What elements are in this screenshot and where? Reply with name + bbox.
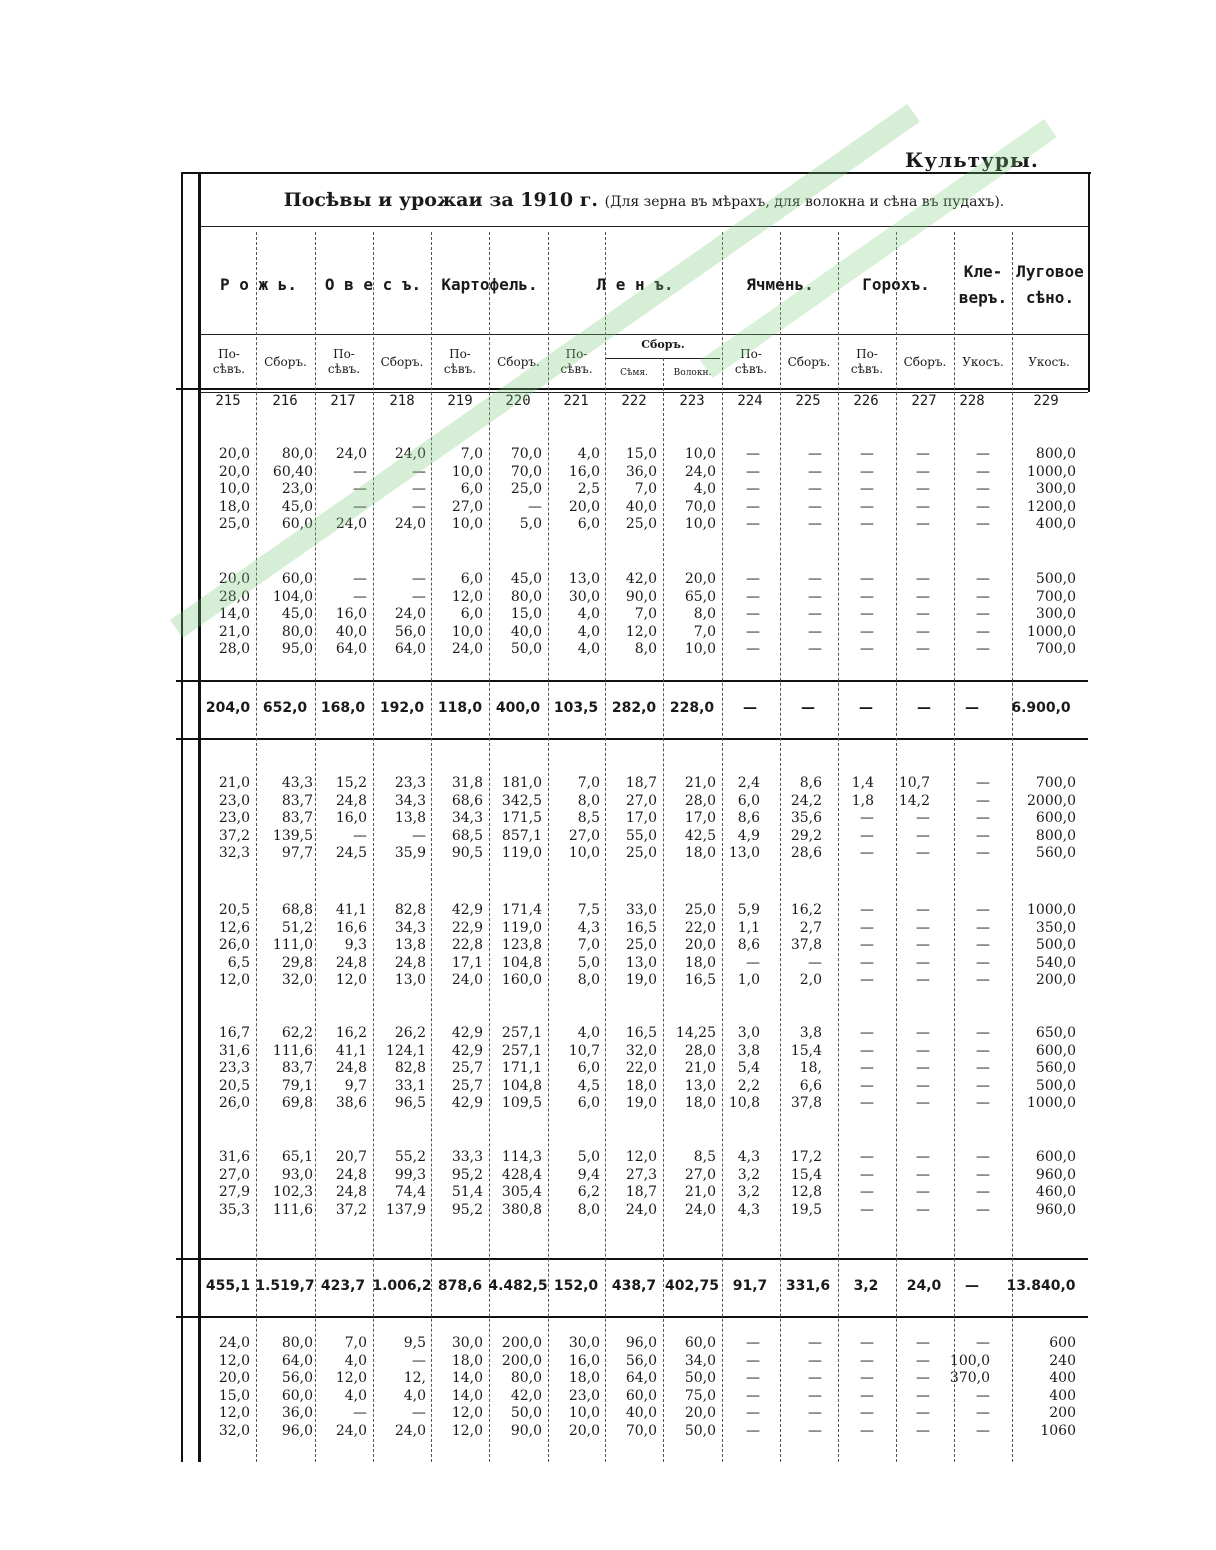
data-cell-column: 600,0 960,0 460,0 960,0	[1035, 1149, 1076, 1218]
data-cell-column: 30,0 16,0 18,0 23,0 10,0 20,0	[568, 1335, 600, 1439]
data-cell-column: 1000,0 350,0 500,0 540,0 200,0	[1027, 902, 1076, 989]
crop-header: Л е н ъ.	[596, 275, 674, 294]
column-subheader: Сборъ.	[903, 354, 947, 369]
data-cell-column: 62,2 111,6 83,7 79,1 69,8	[272, 1025, 313, 1112]
top-rule	[181, 172, 1091, 174]
total-cell: 3,2	[853, 1278, 879, 1294]
crop-header: Горохъ.	[862, 275, 930, 294]
data-cell-column: — — — — — —	[808, 1335, 822, 1439]
data-cell-column: 70,0 70,0 25,0 — 5,0	[510, 446, 542, 533]
column-subheader: Сборъ.	[497, 354, 540, 369]
data-cell-column: 17,2 15,4 12,8 19,5	[790, 1149, 822, 1218]
data-cell-column: — — — — — —	[860, 1335, 874, 1439]
column-subheader: По- сѣвъ.	[734, 347, 768, 376]
table-title-main: Посѣвы и урожаи за 1910 г.	[283, 189, 598, 211]
data-cell-column: 42,9 42,9 25,7 25,7 42,9	[451, 1025, 483, 1112]
data-cell-column: — — 24,0 56,0 64,0	[394, 571, 426, 658]
data-cell-column: — — — — —	[916, 446, 930, 533]
data-cell-column: — — — — — —	[916, 1335, 930, 1439]
data-cell-column: 3,0 3,8 5,4 2,2 10,8	[728, 1025, 760, 1112]
data-cell-column: 45,0 80,0 15,0 40,0 50,0	[510, 571, 542, 658]
data-cell-column: 16,2 41,1 24,8 9,7 38,6	[335, 1025, 367, 1112]
column-subheader: Сборъ.	[787, 354, 831, 369]
column-subheader: По- сѣвъ.	[560, 347, 593, 376]
data-cell-column: 12,0 27,3 18,7 24,0	[625, 1149, 657, 1218]
data-cell-column: 20,0 65,0 8,0 7,0 10,0	[684, 571, 716, 658]
column-number: 219	[447, 393, 473, 409]
data-cell-column: 25,0 22,0 20,0 18,0 16,5	[684, 902, 716, 989]
data-cell-column: — 100,0 370,0 — — —	[949, 1335, 990, 1439]
crop-header: Кле- веръ.	[958, 262, 1008, 307]
data-cell-column: 33,3 95,2 51,4 95,2	[451, 1149, 483, 1218]
column-number: 223	[679, 393, 705, 409]
total-cell: 13.840,0	[1006, 1278, 1076, 1294]
total-cell: 192,0	[379, 700, 425, 716]
data-cell-column: 24,0 — — — 24,0	[335, 446, 367, 533]
data-cell-column: 10,7 14,2 — — —	[898, 775, 930, 862]
data-cell-column: 60,0 104,0 45,0 80,0 95,0	[272, 571, 313, 658]
data-cell-column: — — — —	[916, 1149, 930, 1218]
data-cell-column: 7,5 4,3 7,0 5,0 8,0	[577, 902, 600, 989]
total-cell: —	[859, 700, 873, 716]
crop-header: Луговое сѣно.	[1016, 262, 1084, 307]
data-cell-column: 20,0 28,0 14,0 21,0 28,0	[218, 571, 250, 658]
column-subheader: По- сѣвъ.	[443, 347, 477, 376]
data-cell-column: 14,25 28,0 21,0 13,0 18,0	[675, 1025, 716, 1112]
data-cell-column: 4,0 16,0 2,5 20,0 6,0	[568, 446, 600, 533]
data-cell-column: — — — — —	[860, 902, 874, 989]
data-cell-column: 30,0 18,0 14,0 14,0 12,0 12,0	[451, 1335, 483, 1439]
data-cell-column: 1,4 1,8 — — —	[851, 775, 874, 862]
total-cell: 455,1	[205, 1278, 251, 1294]
data-cell-column: 8,5 27,0 21,0 24,0	[684, 1149, 716, 1218]
column-number: 218	[389, 393, 415, 409]
column-number: 224	[737, 393, 763, 409]
data-cell-column: 65,1 93,0 102,3 111,6	[272, 1149, 313, 1218]
column-subheader: Волокн.	[673, 367, 712, 378]
data-cell-column: 23,3 34,3 13,8 — 35,9	[394, 775, 426, 862]
rule-below-total-1	[176, 738, 1088, 740]
data-cell-column: — — — — —	[860, 1025, 874, 1112]
data-cell-column: 15,2 24,8 16,0 — 24,5	[335, 775, 367, 862]
left-rule-outer	[181, 172, 183, 1462]
total-cell: —	[917, 700, 931, 716]
data-cell-column: — — — — —	[808, 446, 822, 533]
column-number: 217	[330, 393, 356, 409]
data-cell-column: 650,0 600,0 560,0 500,0 1000,0	[1027, 1025, 1076, 1112]
total-cell: 438,7	[611, 1278, 657, 1294]
data-cell-column: 24,0 — — — 24,0	[394, 446, 426, 533]
data-cell-column: 80,0 64,0 56,0 60,0 36,0 96,0	[281, 1335, 313, 1439]
data-cell-column: 68,8 51,2 111,0 29,8 32,0	[272, 902, 313, 989]
data-cell-column: 800,0 1000,0 300,0 1200,0 400,0	[1027, 446, 1076, 533]
column-number: 220	[505, 393, 531, 409]
data-cell-column: 4,0 10,7 6,0 4,5 6,0	[568, 1025, 600, 1112]
data-cell-column: 43,3 83,7 83,7 139,5 97,7	[272, 775, 313, 862]
column-number: 228	[959, 393, 985, 409]
data-cell-column: 7,0 8,0 8,5 27,0 10,0	[568, 775, 600, 862]
column-subheader: Сборъ.	[380, 354, 424, 369]
data-cell-column: 500,0 700,0 300,0 1000,0 700,0	[1027, 571, 1076, 658]
data-cell-column: — — — — —	[976, 446, 990, 533]
rule-above-total-2	[176, 1258, 1088, 1260]
data-cell-column: 8,6 24,2 35,6 29,2 28,6	[790, 775, 822, 862]
total-cell: 282,0	[611, 700, 657, 716]
total-cell: 204,0	[205, 700, 251, 716]
column-number: 225	[795, 393, 821, 409]
rule-under-title	[200, 226, 1088, 227]
data-cell-column: 21,0 28,0 17,0 42,5 18,0	[684, 775, 716, 862]
column-subheader: Укосъ.	[962, 354, 1004, 369]
column-subheader: По- сѣвъ.	[212, 347, 246, 376]
data-cell-column: — — — — —	[976, 902, 990, 989]
column-number: 215	[215, 393, 241, 409]
data-cell-column: 42,9 22,9 22,8 17,1 24,0	[451, 902, 483, 989]
crop-header: Р о ж ь.	[219, 275, 298, 294]
data-cell-column: 16,2 2,7 37,8 — 2,0	[790, 902, 822, 989]
data-cell-column: 4,3 3,2 3,2 4,3	[737, 1149, 760, 1218]
data-cell-column: — — — — —	[916, 571, 930, 658]
total-cell: 652,0	[262, 700, 308, 716]
data-cell-column: — — — — —	[860, 571, 874, 658]
total-cell: —	[965, 700, 979, 716]
total-cell: 400,0	[495, 700, 541, 716]
data-cell-column: 15,0 36,0 7,0 40,0 25,0	[625, 446, 657, 533]
column-number: 221	[563, 393, 589, 409]
total-cell: 91,7	[732, 1278, 768, 1294]
data-cell-column: 33,0 16,5 25,0 13,0 19,0	[625, 902, 657, 989]
data-cell-column: — — 16,0 40,0 64,0	[335, 571, 367, 658]
data-cell-column: — — — — —	[916, 902, 930, 989]
data-cell-column: 7,0 4,0 12,0 4,0 — 24,0	[335, 1335, 367, 1439]
rule-under-subheaders	[176, 388, 1088, 390]
data-cell-column: 6,0 12,0 6,0 10,0 24,0	[451, 571, 483, 658]
rule-above-total-1	[176, 680, 1088, 682]
total-cell: 402,75	[664, 1278, 720, 1294]
data-cell-column: 21,0 23,0 23,0 37,2 32,3	[218, 775, 250, 862]
total-cell: —	[801, 700, 815, 716]
data-cell-column: — — — — —	[746, 571, 760, 658]
column-number: 226	[853, 393, 879, 409]
column-subheader: По- сѣвъ.	[850, 347, 884, 376]
data-cell-column: — — — — —	[976, 571, 990, 658]
column-number: 222	[621, 393, 647, 409]
total-cell: 24,0	[906, 1278, 942, 1294]
data-cell-column: 42,0 90,0 7,0 12,0 8,0	[625, 571, 657, 658]
len-sbor-group-header: Сборъ.	[641, 338, 685, 351]
data-cell-column: 16,7 31,6 23,3 20,5 26,0	[218, 1025, 250, 1112]
data-cell-column: 60,0 34,0 50,0 75,0 20,0 50,0	[684, 1335, 716, 1439]
data-cell-column: — — — — — —	[746, 1335, 760, 1439]
column-subheader: По- сѣвъ.	[327, 347, 361, 376]
data-cell-column: — — — —	[860, 1149, 874, 1218]
crop-header: Ячмень.	[746, 275, 814, 294]
data-cell-column: — — — — —	[746, 446, 760, 533]
data-cell-column: 9,5 — 12, 4,0 — 24,0	[394, 1335, 426, 1439]
total-cell: —	[965, 1278, 979, 1294]
data-cell-column: — — — — —	[916, 1025, 930, 1112]
data-cell-column: 41,1 16,6 9,3 24,8 12,0	[335, 902, 367, 989]
data-cell-column: 114,3 428,4 305,4 380,8	[501, 1149, 542, 1218]
page-header: Культуры.	[905, 148, 1039, 172]
data-cell-column: 31,6 27,0 27,9 35,3	[218, 1149, 250, 1218]
total-cell: 4.482,5	[488, 1278, 548, 1294]
data-cell-column: 18,7 27,0 17,0 55,0 25,0	[625, 775, 657, 862]
data-cell-column: 31,8 68,6 34,3 68,5 90,5	[451, 775, 483, 862]
data-cell-column: 10,0 24,0 4,0 70,0 10,0	[684, 446, 716, 533]
right-rule	[1088, 172, 1090, 392]
crop-header: О в е с ъ.	[324, 275, 422, 294]
data-cell-column: — — — — —	[976, 1025, 990, 1112]
data-cell-column: 700,0 2000,0 600,0 800,0 560,0	[1027, 775, 1076, 862]
data-cell-column: 3,8 15,4 18, 6,6 37,8	[790, 1025, 822, 1112]
total-cell: 878,6	[437, 1278, 483, 1294]
data-cell-column: 20,7 24,8 24,8 37,2	[335, 1149, 367, 1218]
column-subheader: Сѣмя.	[620, 367, 648, 378]
data-cell-column: 181,0 342,5 171,5 857,1 119,0	[501, 775, 542, 862]
total-cell: 228,0	[669, 700, 715, 716]
data-cell-column: 600 240 400 400 200 1060	[1040, 1335, 1076, 1439]
column-number: 227	[911, 393, 937, 409]
total-cell: 168,0	[320, 700, 366, 716]
data-cell-column: 55,2 99,3 74,4 137,9	[385, 1149, 426, 1218]
rule-below-total-2	[176, 1316, 1088, 1318]
data-cell-column: — — — — —	[860, 446, 874, 533]
column-subheader: Укосъ.	[1028, 354, 1070, 369]
total-cell: 152,0	[553, 1278, 599, 1294]
data-cell-column: 5,0 9,4 6,2 8,0	[577, 1149, 600, 1218]
total-cell: 1.006,2	[372, 1278, 432, 1294]
data-cell-column: — — — — —	[976, 775, 990, 862]
column-number: 229	[1033, 393, 1059, 409]
crop-header: Картофель.	[441, 275, 538, 294]
data-cell-column: 200,0 200,0 80,0 42,0 50,0 90,0	[501, 1335, 542, 1439]
total-cell: 118,0	[437, 700, 483, 716]
column-number: 216	[272, 393, 298, 409]
data-cell-column: 96,0 56,0 64,0 60,0 40,0 70,0	[625, 1335, 657, 1439]
total-cell: —	[743, 700, 757, 716]
data-cell-column: 171,4 119,0 123,8 104,8 160,0	[501, 902, 542, 989]
data-cell-column: 16,5 32,0 22,0 18,0 19,0	[625, 1025, 657, 1112]
total-cell: 6.900,0	[1011, 700, 1071, 716]
data-cell-column: 80,0 60,40 23,0 45,0 60,0	[272, 446, 313, 533]
data-cell-column: 24,0 12,0 20,0 15,0 12,0 32,0	[218, 1335, 250, 1439]
total-cell: 103,5	[553, 700, 599, 716]
total-cell: 331,6	[785, 1278, 831, 1294]
data-cell-column: 20,5 12,6 26,0 6,5 12,0	[218, 902, 250, 989]
data-cell-column: 257,1 257,1 171,1 104,8 109,5	[501, 1025, 542, 1112]
data-cell-column: 82,8 34,3 13,8 24,8 13,0	[394, 902, 426, 989]
table-title-note: (Для зерна въ мѣрахъ, для волокна и сѣна въ пудахъ).	[604, 194, 1005, 210]
total-cell: 1.519,7	[255, 1278, 315, 1294]
column-subheader: Сборъ.	[264, 354, 307, 369]
data-cell-column: 2,4 6,0 8,6 4,9 13,0	[728, 775, 760, 862]
data-cell-column: 13,0 30,0 4,0 4,0 4,0	[568, 571, 600, 658]
data-cell-column: — — — —	[976, 1149, 990, 1218]
data-cell-column: 5,9 1,1 8,6 — 1,0	[737, 902, 760, 989]
data-cell-column: 7,0 10,0 6,0 27,0 10,0	[451, 446, 483, 533]
data-cell-column: 26,2 124,1 82,8 33,1 96,5	[385, 1025, 426, 1112]
total-cell: 423,7	[320, 1278, 366, 1294]
data-cell-column: 20,0 20,0 10,0 18,0 25,0	[218, 446, 250, 533]
data-cell-column: — — — — —	[808, 571, 822, 658]
